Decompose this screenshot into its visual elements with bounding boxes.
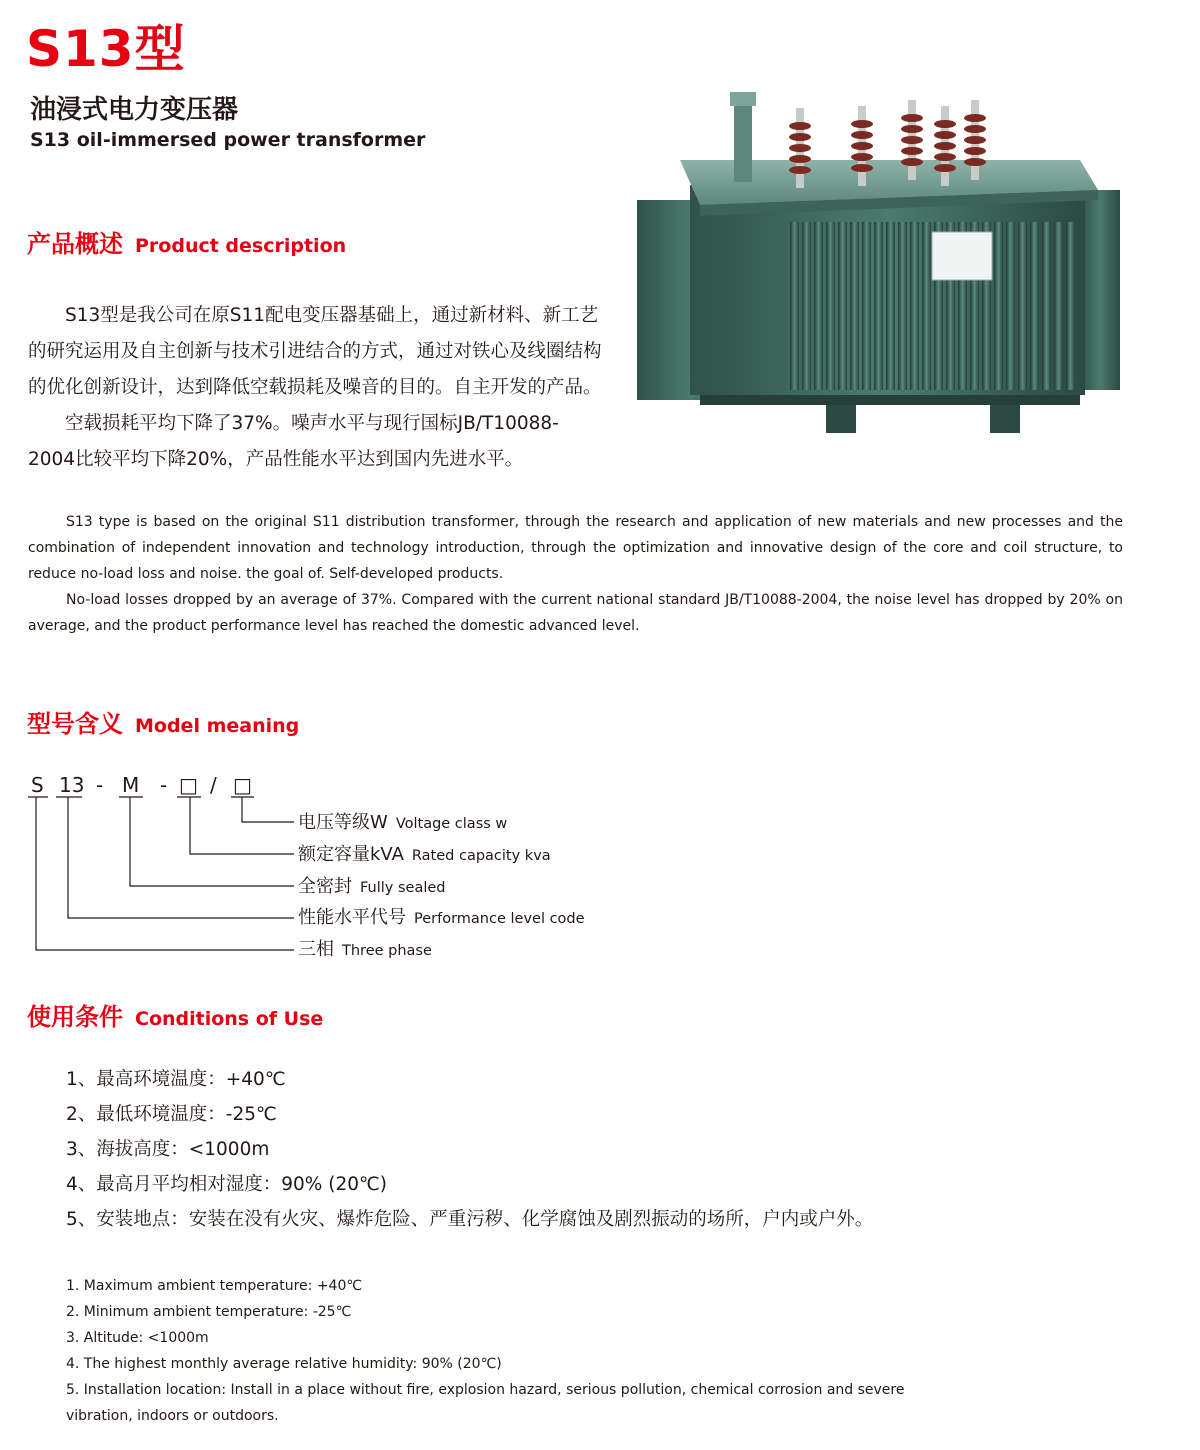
heading-en: Model meaning (135, 715, 300, 737)
heading-en: Product description (135, 235, 347, 257)
product-title-en: S13 oil-immersed power transformer (30, 129, 426, 151)
list-item: 4、最高月平均相对湿度：90% (20℃) (66, 1174, 388, 1195)
radiator-fin (1006, 222, 1015, 390)
heading-en: Conditions of Use (135, 1008, 324, 1030)
list-item: 2. Minimum ambient temperature: -25℃ (66, 1304, 352, 1320)
product-description-heading (27, 228, 346, 263)
list-item: 4. The highest monthly average relative humidity: 90% (20℃) (66, 1356, 502, 1372)
radiator-fin (910, 222, 919, 390)
conditions-en-list (66, 1273, 904, 1429)
radiator-fin (1054, 222, 1063, 390)
legend-en: Voltage class w (395, 816, 508, 832)
heading-cn: 使用条件 (27, 1003, 123, 1031)
list-item: vibration, indoors or outdoors. (66, 1408, 279, 1424)
code-voltage-box: □ (233, 773, 252, 797)
legend-cn: 三相 (298, 939, 334, 960)
legend-performance-level (298, 906, 585, 931)
radiator-fin (1030, 222, 1039, 390)
model-meaning-heading (27, 708, 299, 743)
radiator-fin (802, 222, 811, 390)
legend-cn: 性能水平代号 (298, 907, 406, 928)
legend-voltage-class (298, 811, 507, 836)
legend-en: Rated capacity kva (411, 848, 551, 864)
description-en (28, 509, 1123, 639)
radiator-fin (874, 222, 883, 390)
list-item: 5、安装地点：安装在没有火灾、爆炸危险、严重污秽、化学腐蚀及剧烈振动的场所，户内或户外。 (66, 1209, 874, 1230)
list-item: 3. Altitude: <1000m (66, 1330, 209, 1346)
description-cn-line: 的研究运用及自主创新与技术引进结合的方式，通过对铁心及线圈结构 (28, 341, 602, 362)
list-item: 2、最低环境温度：-25℃ (66, 1104, 277, 1125)
radiator-fin (862, 222, 871, 390)
model-title: S13型 (26, 20, 186, 78)
description-cn-line: S13型是我公司在原S11配电变压器基础上，通过新材料、新工艺 (65, 305, 599, 326)
list-item: 1. Maximum ambient temperature: +40℃ (66, 1278, 363, 1294)
description-cn-line: 空载损耗平均下降了37%。噪声水平与现行国标JB/T10088- (65, 413, 559, 434)
radiator-fin (1066, 222, 1075, 390)
radiator-fin (922, 222, 931, 390)
radiator-fin (994, 222, 1003, 390)
conditions-heading (27, 1001, 323, 1036)
description-en-p2: No-load losses dropped by an average of 37%. Compared with the current national standard JB/T10088-2004, the noise level has dropped by 20% on average, and the product performance level has reached the domestic advanced level. (28, 592, 1123, 634)
code-dash: - (96, 773, 104, 797)
legend-en: Three phase (342, 943, 432, 959)
legend-fully-sealed (298, 875, 446, 900)
list-item: 1、最高环境温度：+40℃ (66, 1069, 286, 1090)
code-capacity-box: □ (179, 773, 198, 797)
heading-cn: 型号含义 (27, 710, 123, 738)
radiator-fin (886, 222, 895, 390)
radiator-fin (1018, 222, 1027, 390)
radiator-fin (814, 222, 823, 390)
legend-three-phase (298, 938, 432, 963)
legend-en: Fully sealed (360, 880, 446, 896)
description-cn-line: 2004比较平均下降20%，产品性能水平达到国内先进水平。 (28, 449, 524, 470)
code-s: S (31, 773, 44, 797)
radiator-fin (850, 222, 859, 390)
product-title-cn: 油浸式电力变压器 (30, 95, 239, 125)
code-dash: - (160, 773, 168, 797)
radiator-fin (790, 222, 799, 390)
radiator-fin (898, 222, 907, 390)
code-13: 13 (59, 773, 85, 797)
conditions-cn-list (66, 1062, 873, 1237)
legend-en: Performance level code (414, 911, 585, 927)
heading-cn: 产品概述 (27, 230, 123, 258)
legend-cn: 全密封 (298, 876, 352, 897)
list-item: 5. Installation location: Install in a place without fire, explosion hazard, serious pollution, chemical corrosion and severe (66, 1382, 905, 1398)
legend-cn: 额定容量kVA (298, 844, 404, 865)
list-item: 3、海拔高度：<1000m (66, 1139, 270, 1160)
radiator-fin (838, 222, 847, 390)
code-m: M (122, 773, 140, 797)
legend-cn: 电压等级W (298, 812, 388, 833)
radiator-fin (1042, 222, 1051, 390)
radiator-fin (826, 222, 835, 390)
description-cn-line: 的优化创新设计，达到降低空载损耗及噪音的目的。自主开发的产品。 (28, 377, 602, 398)
description-cn (28, 298, 628, 478)
legend-rated-capacity (298, 843, 551, 868)
description-en-p1: S13 type is based on the original S11 distribution transformer, through the research and application of new materials and new processes and the combination of independent innovation and technology introduction, through the optimization and innovative design of the core and coil structure, to reduce no-load loss and noise. the goal of. Self-developed products. (28, 514, 1123, 582)
code-slash: / (210, 773, 217, 797)
